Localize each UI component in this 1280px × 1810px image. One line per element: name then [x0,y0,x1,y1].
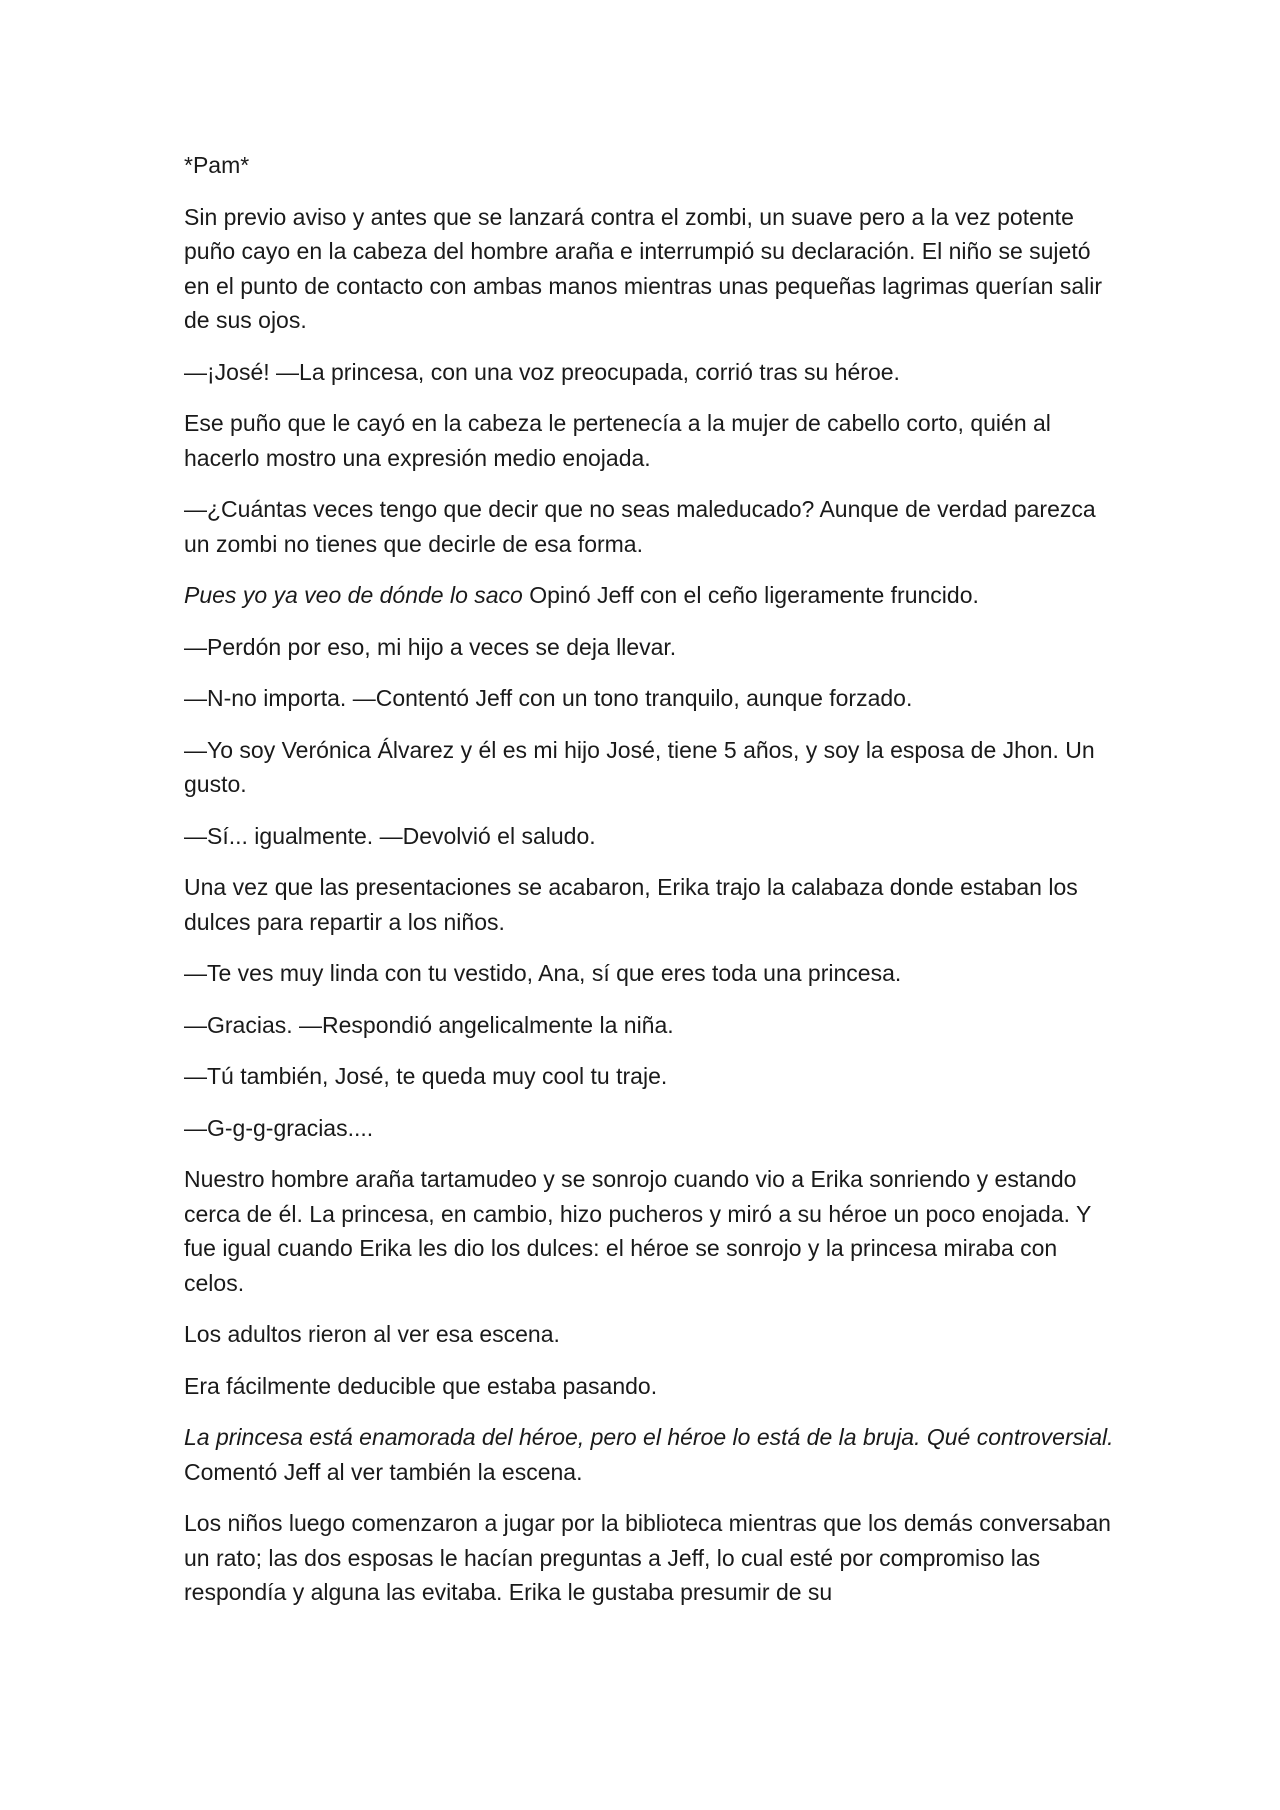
text-run: Comentó Jeff al ver también la escena. [184,1458,583,1485]
text-run: —Perdón por eso, mi hijo a veces se deja llevar. [184,633,677,660]
paragraph [184,956,1120,991]
text-run: Los adultos rieron al ver esa escena. [184,1321,560,1347]
paragraph [184,733,1120,802]
paragraph [184,1008,1120,1043]
text-run: —¿Cuántas veces tengo que decir que no seas maleducado? Aunque de verdad parezca un zombi no tienes que decirle de esa forma. [184,496,1096,557]
paragraph [184,1162,1120,1300]
paragraph [184,148,1120,183]
body-text [184,148,1120,1610]
paragraph [184,1111,1120,1146]
paragraph [184,578,1120,613]
italic-text-run: Pues yo ya veo de dónde lo saco [184,582,523,608]
text-run: —Te ves muy linda con tu vestido, Ana, sí que eres toda una princesa. [184,960,902,986]
text-run: Nuestro hombre araña tartamudeo y se sonrojo cuando vio a Erika sonriendo y estando cerca de él. La princesa, en cambio, hizo pucheros y miró a su héroe un poco enojada. Y fue igual cuando Erika les dio los dulces: el héroe se sonrojo y la princesa miraba con celos. [184,1166,1091,1296]
text-run: —G-g-g-gracias.... [184,1114,374,1141]
paragraph [184,819,1120,854]
text-run: —N-no importa. —Contentó Jeff con un tono tranquilo, aunque forzado. [184,685,913,711]
text-run: Ese puño que le cayó en la cabeza le pertenecía a la mujer de cabello corto, quién al hacerlo mostro una expresión medio enojada. [184,410,1051,471]
paragraph [184,492,1120,561]
paragraph [184,1369,1120,1404]
paragraph [184,630,1120,665]
paragraph [184,406,1120,475]
text-run: —Tú también, José, te queda muy cool tu traje. [184,1063,668,1089]
paragraph [184,1059,1120,1094]
paragraph [184,1506,1120,1610]
text-run: *Pam* [184,152,250,178]
text-run: Opinó Jeff con el ceño ligeramente fruncido. [522,582,979,608]
text-run: Era fácilmente deducible que estaba pasando. [184,1372,658,1399]
paragraph [184,681,1120,716]
text-run: Los niños luego comenzaron a jugar por la biblioteca mientras que los demás conversaban un rato; las dos esposas le hacían preguntas a Jeff, lo cual esté por compromiso las respondía y alguna las evitaba. Erika le gustaba presumir de su [184,1510,1111,1605]
text-run: —Sí... igualmente. —Devolvió el saludo. [184,822,596,849]
text-run: —Gracias. —Respondió angelicalmente la niña. [184,1011,674,1038]
text-run: —Yo soy Verónica Álvarez y él es mi hijo José, tiene 5 años, y soy la esposa de Jhon. Un gusto. [184,736,1095,797]
paragraph [184,870,1120,939]
paragraph [184,200,1120,338]
text-run: Una vez que las presentaciones se acabaron, Erika trajo la calabaza donde estaban los dulces para repartir a los niños. [184,874,1078,935]
paragraph [184,1420,1120,1489]
paragraph [184,1317,1120,1352]
italic-text-run: La princesa está enamorada del héroe, pero el héroe lo está de la bruja. Qué controversial. [184,1424,1114,1450]
text-run: —¡José! —La princesa, con una voz preocupada, corrió tras su héroe. [184,358,900,385]
text-run: Sin previo aviso y antes que se lanzará contra el zombi, un suave pero a la vez potente puño cayo en la cabeza del hombre araña e interrumpió su declaración. El niño se sujetó en el punto de contacto con ambas manos mientras unas pequeñas lagrimas querían salir de sus ojos. [184,203,1102,333]
paragraph [184,355,1120,390]
